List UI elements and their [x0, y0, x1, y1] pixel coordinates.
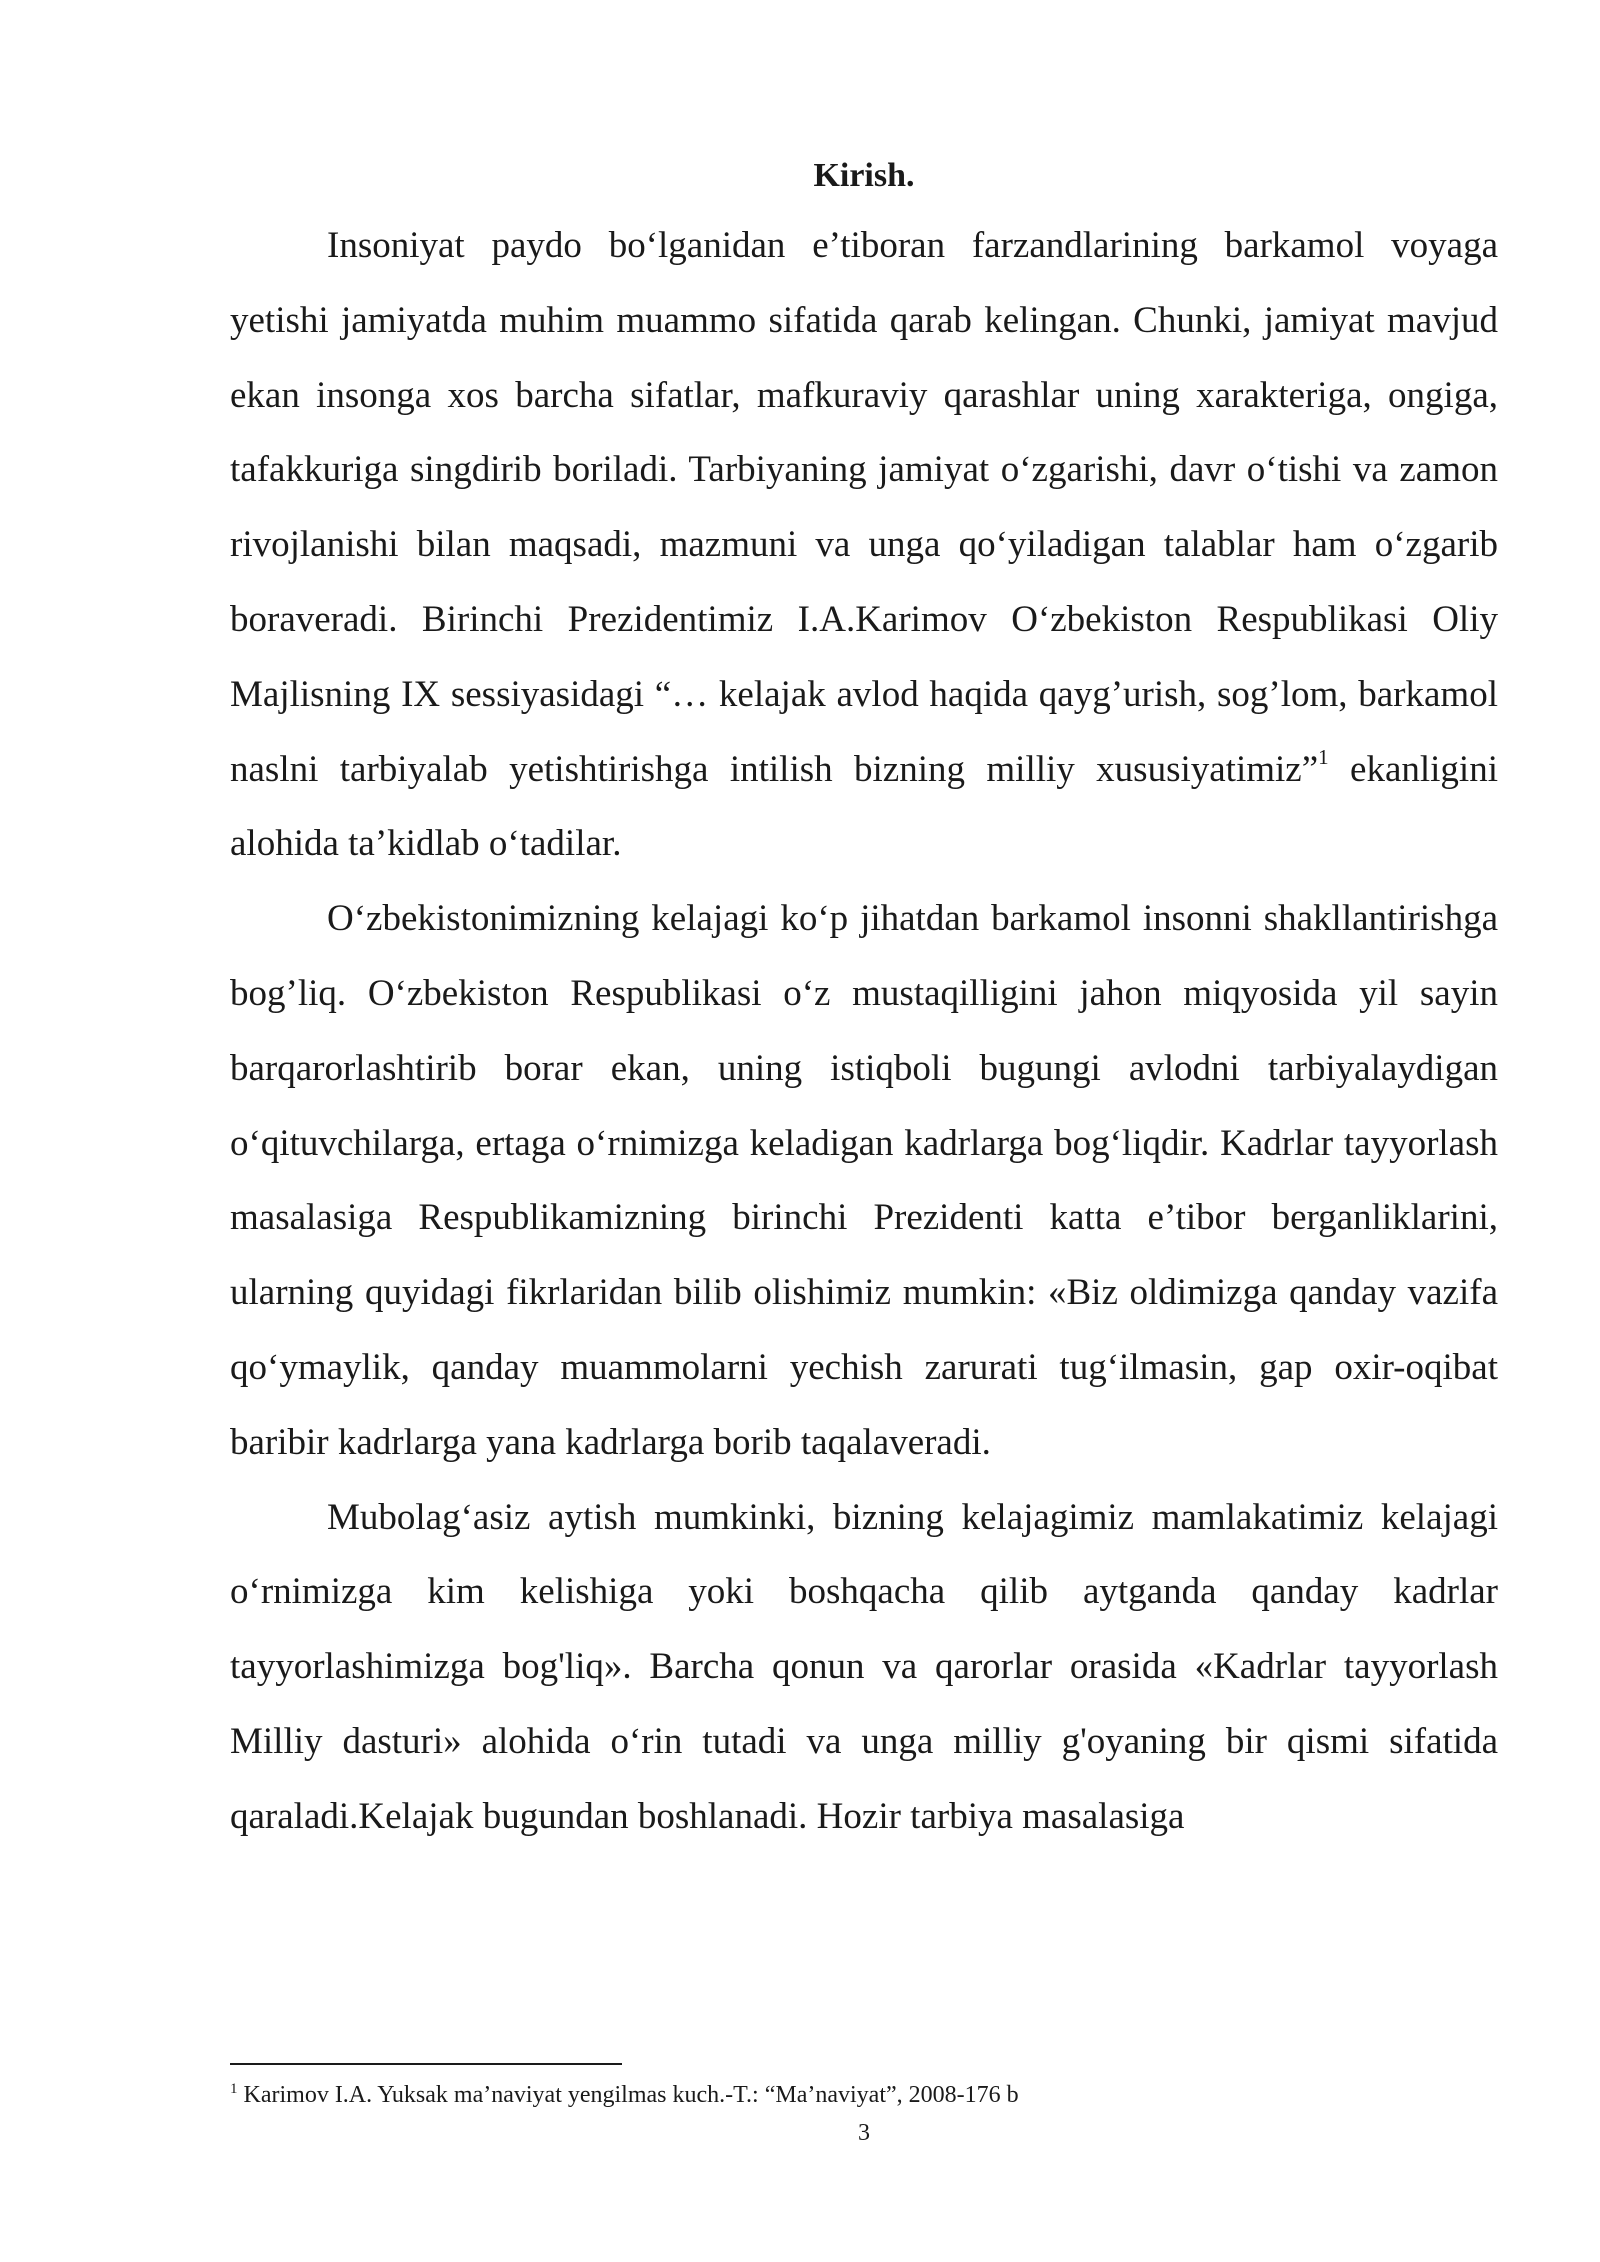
body-text [230, 209, 1498, 1855]
footnote-marker: 1 [230, 2081, 238, 2097]
page-number: 3 [858, 2120, 870, 2146]
footnote-text: Karimov I.A. Yuksak ma’naviyat yengilmas kuch.-T.: “Ma’naviyat”, 2008-176 b [237, 2082, 1019, 2108]
footnote [230, 2078, 1498, 2112]
paragraph-3: Mubolag‘asiz aytish mumkinki, bizning kelajagimiz mamlakatimiz kelajagi o‘rnimizga kim kelishiga yoki boshqacha qilib aytganda qanday kadrlar tayyorlashimizga bog'liq». Barcha qonun va qarorlar orasida «Kadrlar tayyorlash Milliy dasturi» alohida o‘rin tutadi va unga milliy g'oyaning bir qismi sifatida qaraladi.Kelajak bugundan boshlanadi. Hozir tarbiya masalasiga [230, 1496, 1498, 1837]
paragraph-1-text: Insoniyat paydo bo‘lganidan e’tiboran farzandlarining barkamol voyaga yetishi jamiyatda muhim muammo sifatida qarab kelingan. Chunki, jamiyat mavjud ekan insonga xos barcha sifatlar, mafkuraviy qarashlar uning xarakteriga, ongiga, tafakkuriga singdirib boriladi. Tarbiyaning jamiyat o‘zgarishi, davr o‘tishi va zamon rivojlanishi bilan maqsadi, mazmuni va unga qo‘yiladigan talablar ham o‘zgarib boraveradi. Birinchi Prezidentimiz I.A.Karimov O‘zbekiston Respublikasi Oliy Majlisning IX sessiyasidagi “… kelajak avlod haqida qayg’urish, sog’lom, barkamol naslni tarbiyalab yetishtirishga intilish bizning milliy xususiyatimiz” [230, 225, 1498, 790]
footnote-reference[interactable]: 1 [1318, 744, 1329, 769]
paragraph-1-continuation: ekanligini alohida ta’kidlab o‘tadilar. [230, 748, 1498, 865]
section-title: Kirish. [813, 157, 915, 194]
paragraph-2: O‘zbekistonimizning kelajagi ko‘p jihatdan barkamol insonni shakllantirishga bog’liq. O‘zbekiston Respublikasi o‘z mustaqilligini jahon miqyosida yil sayin barqarorlashtirib borar ekan, uning istiqboli bugungi avlodni tarbiyalaydigan o‘qituvchilarga, ertaga o‘rnimizga keladigan kadrlarga bog‘liqdir. Kadrlar tayyorlash masalasiga Respublikamizning birinchi Prezidenti katta e’tibor berganliklarini, ularning quyidagi fikrlaridan bilib olishimiz mumkin: «Biz oldimizga qanday vazifa qo‘ymaylik, qanday muammolarni yechish zarurati tug‘ilmasin, gap oxir-oqibat baribir kadrlarga yana kadrlarga borib taqalaveradi. [230, 898, 1498, 1463]
footnote-separator [230, 2063, 622, 2065]
paragraph-1 [230, 209, 1498, 882]
